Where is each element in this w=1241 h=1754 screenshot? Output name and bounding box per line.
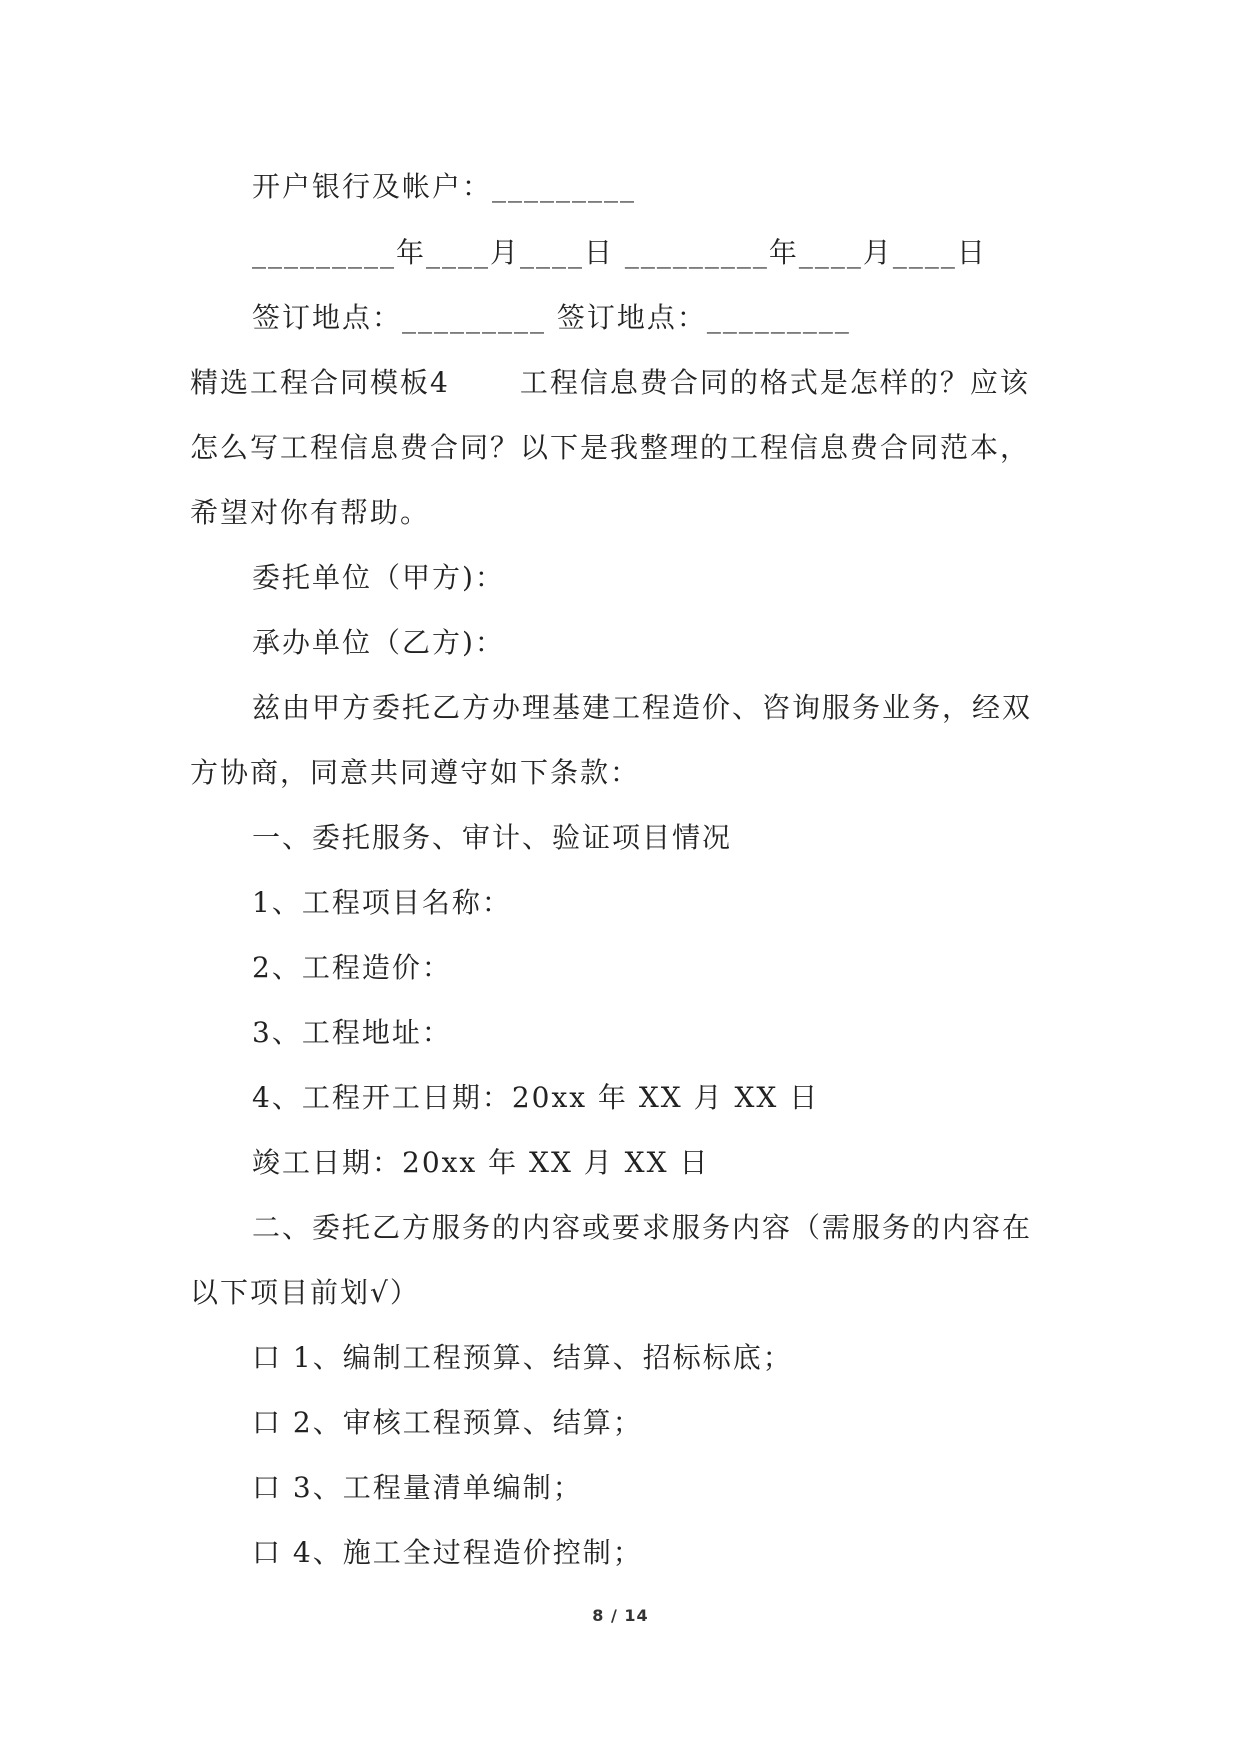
clause-heading: 二、委托乙方服务的内容或要求服务内容（需服务的内容在 bbox=[252, 1211, 1033, 1244]
signing-place-line: 签订地点：_________ 签订地点：_________ bbox=[252, 301, 851, 334]
bank-account-line: 开户银行及帐户：_________ bbox=[252, 170, 637, 203]
section-title: 精选工程合同模板4 bbox=[190, 366, 450, 399]
paragraph-line: 方协商，同意共同遵守如下条款： bbox=[190, 756, 641, 789]
client-party-line: 委托单位（甲方)： bbox=[252, 561, 505, 594]
date-line: _________年____月____日 _________年____月____日 bbox=[252, 236, 987, 269]
paragraph-line: 兹由甲方委托乙方办理基建工程造价、咨询服务业务，经双 bbox=[252, 691, 1033, 724]
page-number: 8 / 14 bbox=[592, 1606, 649, 1625]
section-intro: 工程信息费合同的格式是怎样的？应该 bbox=[519, 366, 1030, 399]
checkbox-item: 口 3、工程量清单编制； bbox=[252, 1471, 583, 1504]
contractor-party-line: 承办单位（乙方)： bbox=[252, 626, 505, 659]
list-item: 1、工程项目名称： bbox=[252, 886, 512, 919]
paragraph-line: 以下项目前划√） bbox=[190, 1276, 420, 1309]
clause-heading: 一、委托服务、审计、验证项目情况 bbox=[252, 821, 733, 854]
checkbox-item: 口 2、审核工程预算、结算； bbox=[252, 1406, 643, 1439]
paragraph-line: 怎么写工程信息费合同？以下是我整理的工程信息费合同范本， bbox=[190, 431, 1031, 464]
checkbox-item: 口 4、施工全过程造价控制； bbox=[252, 1536, 643, 1569]
section-title-line bbox=[190, 366, 1070, 400]
list-item: 3、工程地址： bbox=[252, 1016, 452, 1049]
list-item: 2、工程造价： bbox=[252, 951, 452, 984]
list-item: 4、工程开工日期：20xx 年 XX 月 XX 日 bbox=[252, 1081, 820, 1114]
checkbox-item: 口 1、编制工程预算、结算、招标标底； bbox=[252, 1341, 793, 1374]
paragraph-line: 希望对你有帮助。 bbox=[190, 496, 431, 529]
list-item: 竣工日期：20xx 年 XX 月 XX 日 bbox=[252, 1146, 710, 1179]
